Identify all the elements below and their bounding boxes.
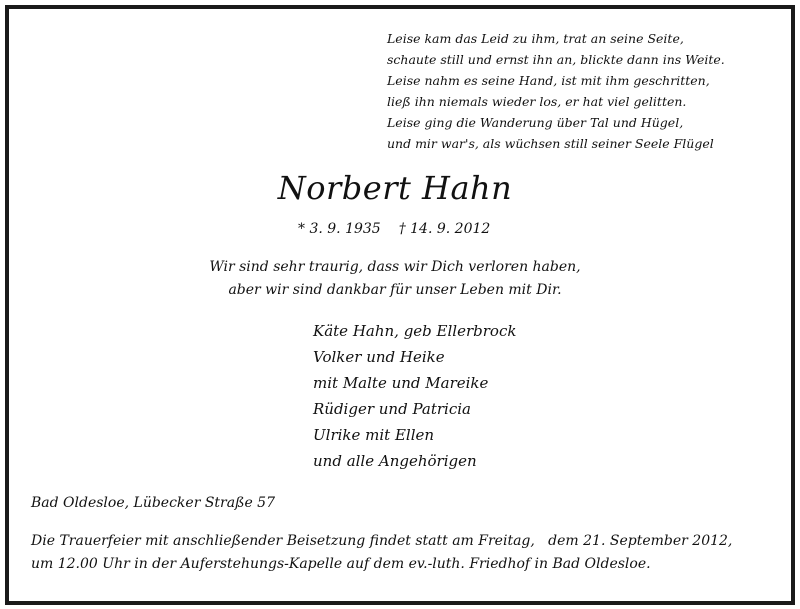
poem-line: Leise nahm es seine Hand, ist mit ihm geschritten, xyxy=(387,73,710,88)
poem-line: schaute still und ernst ihn an, blickte dann ins Weite. xyxy=(387,52,725,67)
family-member: Käte Hahn, geb Ellerbrock xyxy=(313,322,517,340)
life-dates xyxy=(298,219,490,239)
death-date: † 14. 9. 2012 xyxy=(398,221,491,237)
poem-line: Leise kam das Leid zu ihm, trat an seine Seite, xyxy=(387,31,684,46)
family-member: Rüdiger und Patricia xyxy=(313,400,471,418)
mourning-line: aber wir sind dankbar für unser Leben mit Dir. xyxy=(228,282,562,298)
birth-date: * 3. 9. 1935 xyxy=(298,221,381,237)
poem-line: Leise ging die Wanderung über Tal und Hügel, xyxy=(387,115,684,130)
address: Bad Oldesloe, Lübecker Straße 57 xyxy=(31,495,275,511)
poem xyxy=(387,28,777,154)
family-member: Ulrike mit Ellen xyxy=(313,426,435,444)
family-member: Volker und Heike xyxy=(313,348,445,366)
poem-line: ließ ihn niemals wieder los, er hat viel gelitten. xyxy=(387,94,687,109)
deceased-name: Norbert Hahn xyxy=(277,169,513,207)
family-list xyxy=(313,318,516,474)
mourning-text xyxy=(0,256,790,302)
family-member: und alle Angehörigen xyxy=(313,452,477,470)
mourning-line: Wir sind sehr traurig, dass wir Dich verloren haben, xyxy=(209,259,581,275)
poem-line: und mir war's, als wüchsen still seiner Seele Flügel xyxy=(387,136,714,151)
service-line: Die Trauerfeier mit anschließender Beisetzung findet statt am Freitag, dem 21. September 2012, xyxy=(31,533,733,549)
family-member: mit Malte und Mareike xyxy=(313,374,489,392)
service-line: um 12.00 Uhr in der Auferstehungs-Kapelle auf dem ev.-luth. Friedhof in Bad Oldesloe. xyxy=(31,556,651,572)
service-info xyxy=(31,530,732,576)
